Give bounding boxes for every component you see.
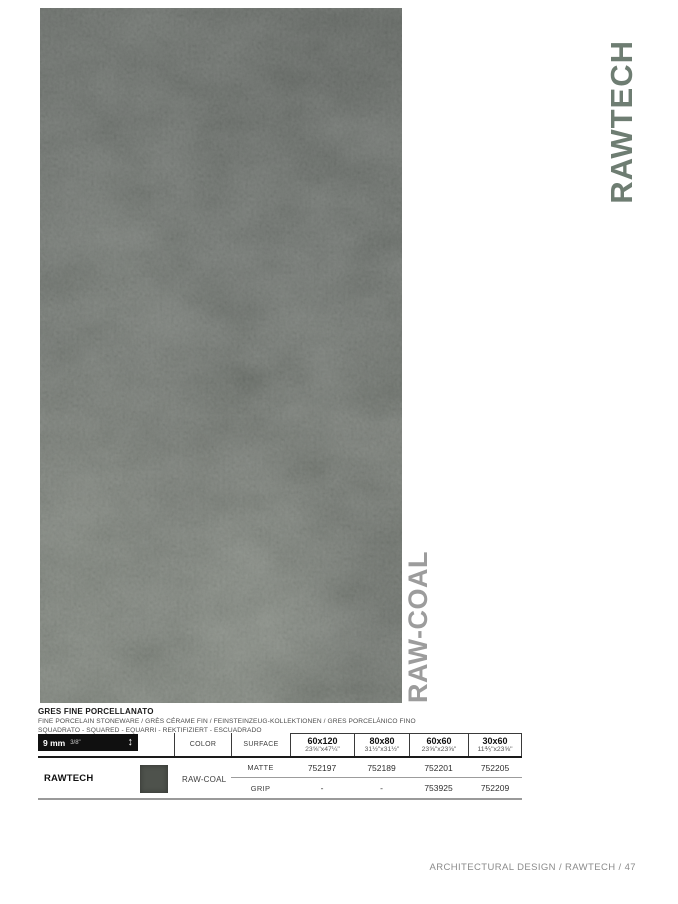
column-header-size-60x60 bbox=[409, 733, 468, 756]
color-header-label: COLOR bbox=[189, 741, 217, 748]
table-row-grip bbox=[231, 778, 522, 798]
surface-header-label: SURFACE bbox=[243, 741, 279, 748]
column-header-size-60x120 bbox=[290, 733, 354, 756]
size-cm-label: 80x80 bbox=[369, 736, 395, 746]
code-cell: 753925 bbox=[424, 783, 453, 794]
code-cell: 752189 bbox=[367, 762, 396, 773]
code-cell: - bbox=[380, 783, 383, 794]
code-cell: 752201 bbox=[424, 762, 453, 773]
code-cell: 752197 bbox=[307, 762, 337, 773]
table-row-matte bbox=[231, 758, 522, 778]
material-description bbox=[38, 707, 458, 734]
spec-table-body bbox=[38, 758, 522, 800]
concrete-texture bbox=[40, 8, 402, 703]
size-inches-label: 23⅝"x47¼" bbox=[305, 746, 340, 753]
size-inches-label: 11⅘"x23⅝" bbox=[477, 746, 513, 753]
size-cm-label: 60x60 bbox=[426, 736, 452, 746]
column-header-color bbox=[174, 733, 231, 756]
color-name-vertical: RAW-COAL bbox=[403, 551, 433, 703]
surface-label-matte: MATTE bbox=[247, 763, 274, 773]
surface-label-grip: GRIP bbox=[250, 783, 271, 793]
size-inches-label: 23⅝"x23⅝" bbox=[421, 746, 457, 753]
column-header-surface bbox=[231, 733, 290, 756]
product-cell bbox=[38, 758, 231, 798]
thickness-inches: 3/8" bbox=[70, 739, 81, 746]
spec-table bbox=[38, 733, 522, 800]
product-color-name: RAW-COAL bbox=[182, 775, 227, 784]
material-finishing: SQUADRATO - SQUARED - EQUARRI - REKTIFIZIERT - ESCUADRADO bbox=[38, 727, 262, 734]
code-cell: 752209 bbox=[480, 783, 510, 794]
thickness-badge bbox=[38, 734, 138, 751]
product-name: RAWTECH bbox=[44, 773, 94, 784]
collection-title-vertical: RAWTECH bbox=[604, 40, 639, 204]
tile-photo-raw-coal bbox=[40, 8, 402, 703]
column-header-size-80x80 bbox=[354, 733, 409, 756]
material-subtitle: FINE PORCELAIN STONEWARE / GRÈS CÉRAME FIN / FEINSTEINZEUG-KOLLEKTIONEN / GRES PORCELÁNICO FINO bbox=[38, 718, 416, 725]
codes-area bbox=[231, 758, 522, 798]
thickness-mm: 9 mm bbox=[43, 737, 66, 748]
code-cell: 752205 bbox=[480, 762, 510, 773]
size-cm-label: 30x60 bbox=[482, 736, 508, 746]
thickness-arrow-icon: ↕ bbox=[127, 736, 133, 748]
thickness-cell bbox=[38, 733, 174, 756]
spec-table-header bbox=[38, 733, 522, 758]
column-header-size-30x60 bbox=[468, 733, 522, 756]
material-title: GRES FINE PORCELLANATO bbox=[38, 707, 154, 716]
size-cm-label: 60x120 bbox=[307, 736, 338, 746]
code-cell: - bbox=[320, 783, 324, 794]
page-footer: ARCHITECTURAL DESIGN / RAWTECH / 47 bbox=[429, 862, 636, 873]
size-inches-label: 31½"x31½" bbox=[364, 746, 400, 753]
raw-coal-swatch bbox=[140, 765, 168, 793]
